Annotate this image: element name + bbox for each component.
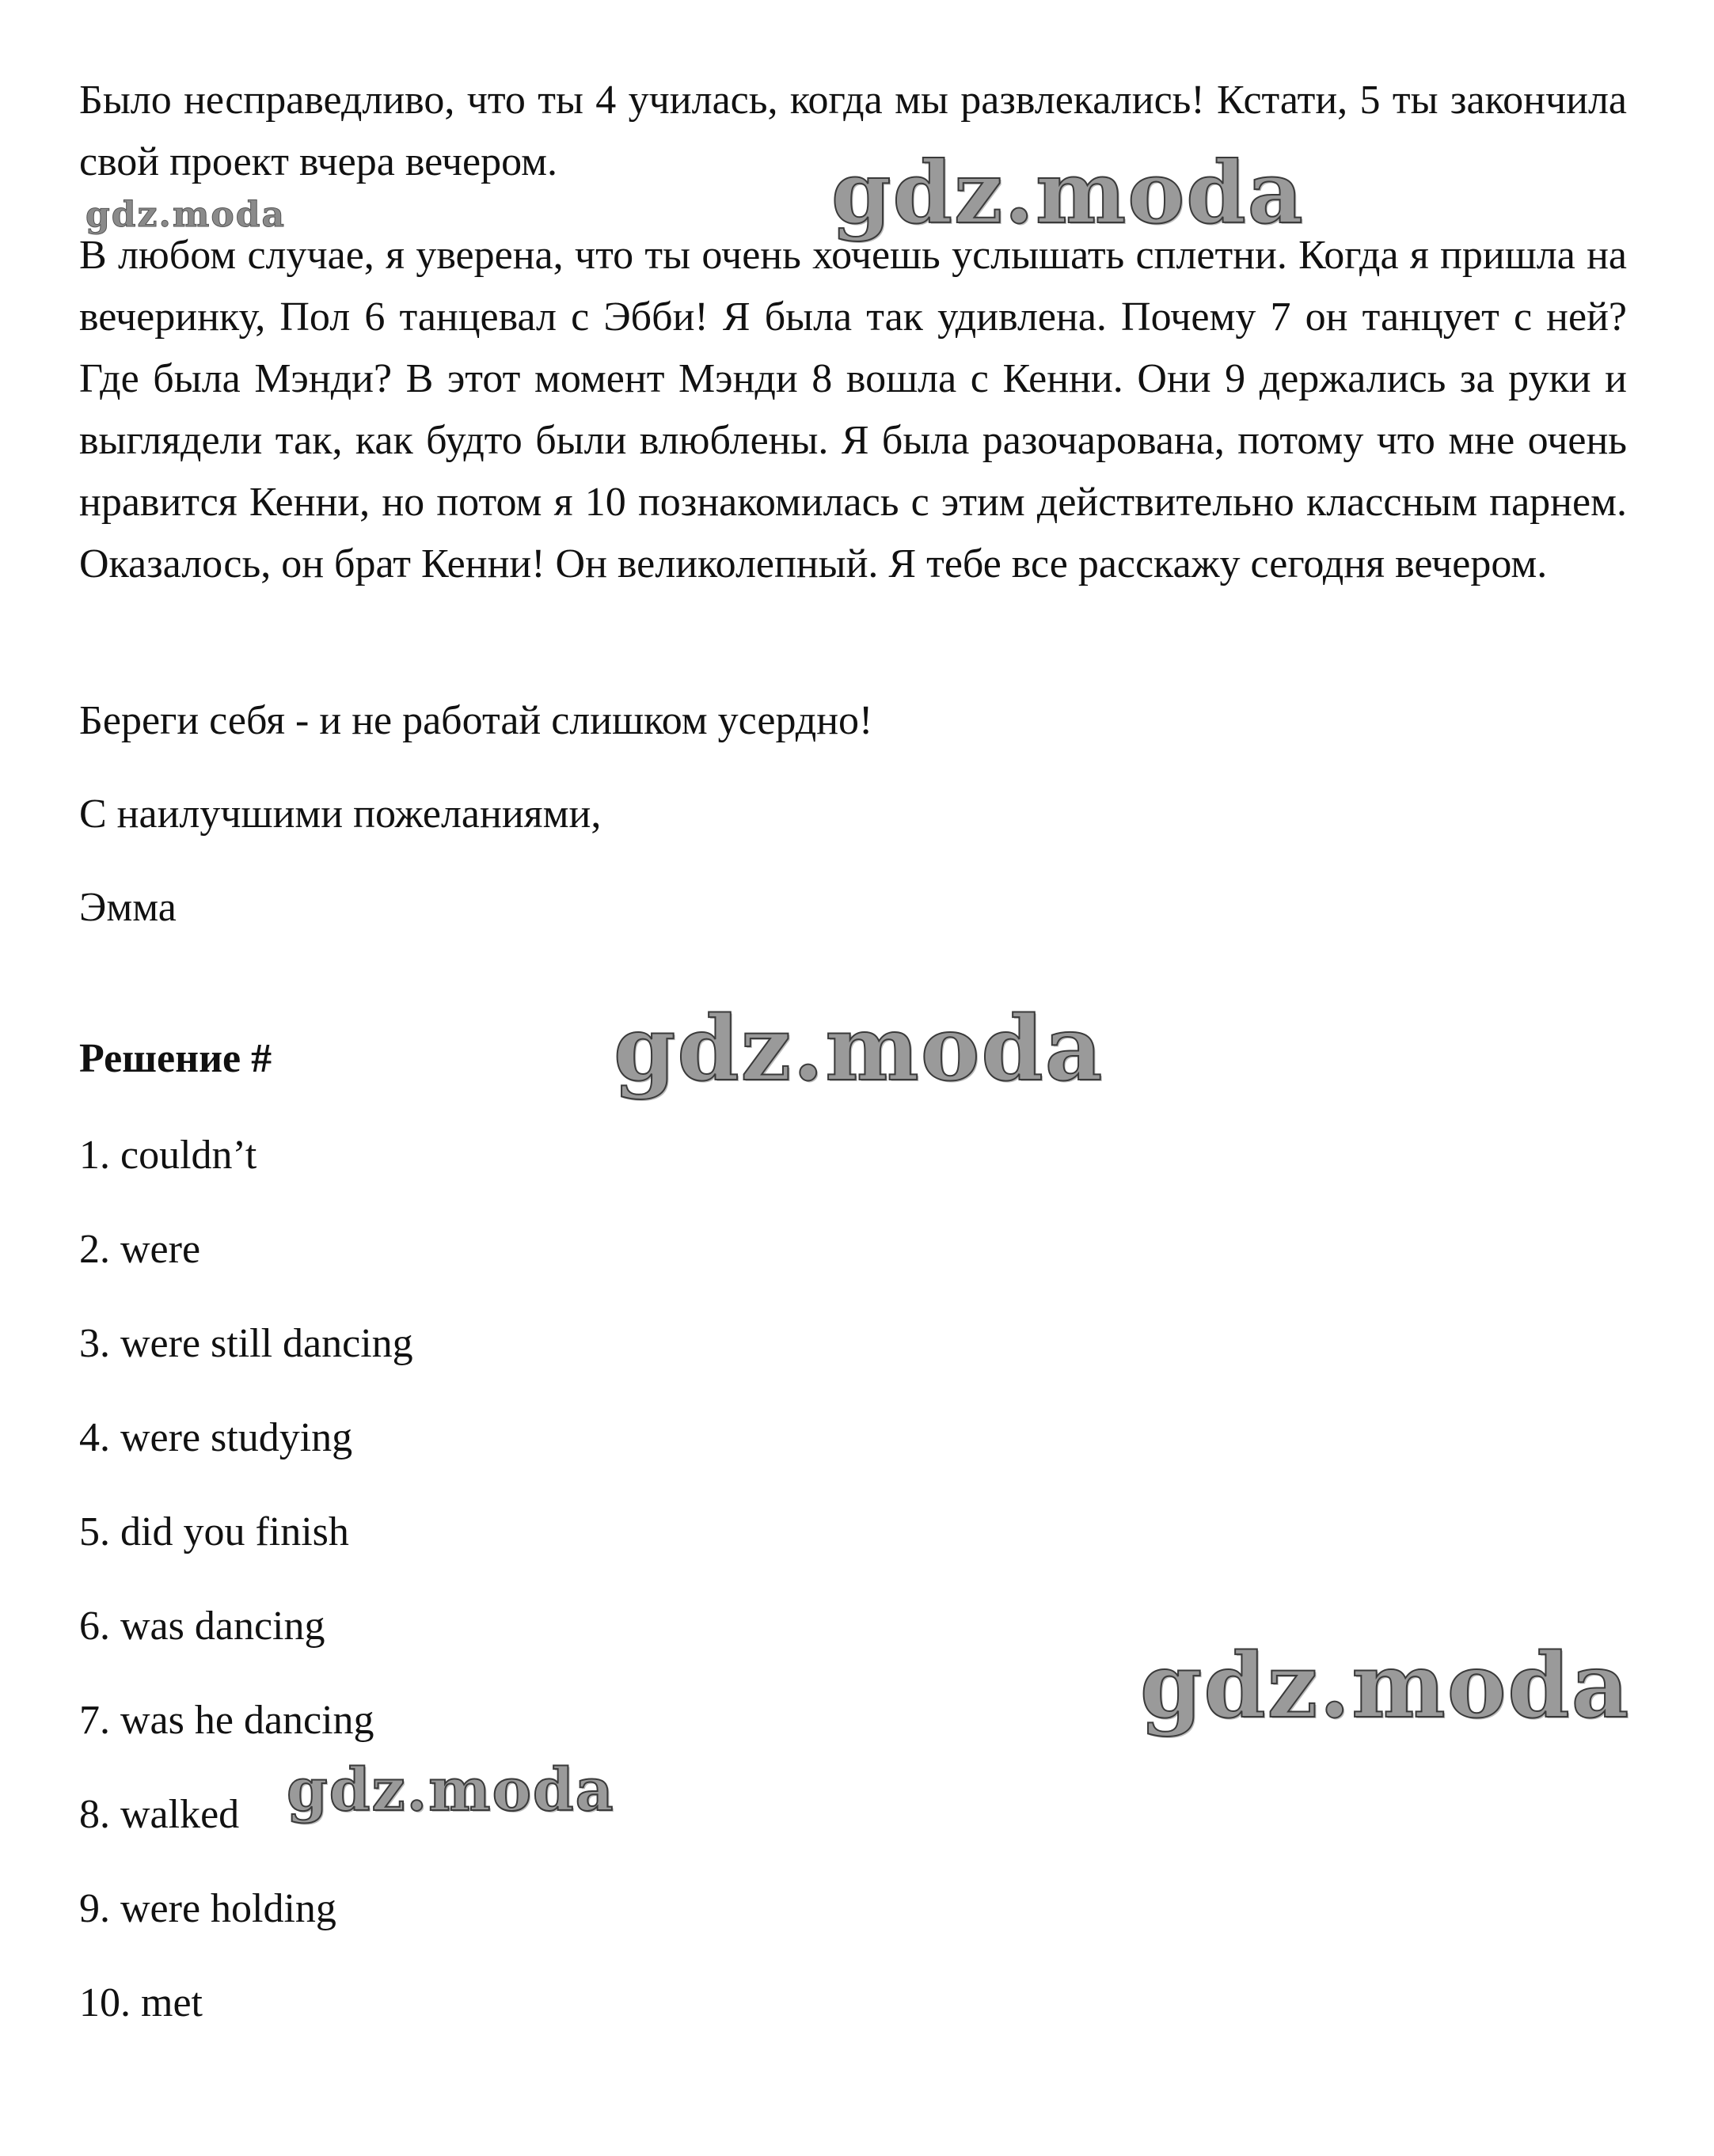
answer-item: 1. couldn’t — [79, 1133, 257, 1178]
letter-closing: С наилучшими пожеланиями, — [79, 791, 602, 837]
answer-item: 8. walked — [79, 1792, 240, 1837]
watermark-logo: gdz.moda — [614, 997, 1104, 1101]
watermark-logo: gdz.moda — [86, 195, 287, 235]
answer-item: 7. was he dancing — [79, 1698, 374, 1743]
answer-item: 6. was dancing — [79, 1604, 325, 1649]
answer-item: 9. were holding — [79, 1886, 336, 1931]
solution-heading: Решение # — [79, 1036, 272, 1081]
letter-paragraph-1: Было несправедливо, что ты 4 училась, когда мы развлекались! Кстати, 5 ты закончила свой проект вчера вечером. — [79, 78, 1627, 184]
letter-paragraph-3: Береги себя - и не работай слишком усердно! — [79, 698, 873, 743]
letter-paragraph-2: В любом случае, я уверена, что ты очень хочешь услышать сплетни. Когда я пришла на вечеринку, Пол 6 танцевал с Эбби! Я была так удивлена. Почему 7 он танцует с ней? Где была Мэнди? В этот момент Мэнди 8 вошла с Кенни. Они 9 держались за руки и выглядели так, как будто были влюблены. Я была разочарована, потому что мне очень нравится Кенни, но потом я 10 познакомилась с этим действительно классным парнем. Оказалось, он брат Кенни! Он великолепный. Я тебе все расскажу сегодня вечером. — [79, 233, 1627, 586]
watermark-logo: gdz.moda — [1140, 1634, 1631, 1738]
answer-item: 3. were still dancing — [79, 1321, 413, 1366]
watermark-logo: gdz.moda — [831, 143, 1305, 243]
answer-item: 4. were studying — [79, 1415, 353, 1460]
answer-item: 5. did you finish — [79, 1509, 349, 1554]
answer-item: 2. were — [79, 1227, 201, 1272]
letter-signature: Эмма — [79, 885, 177, 930]
answer-item: 10. met — [79, 1980, 203, 2025]
watermark-logo: gdz.moda — [287, 1756, 615, 1824]
